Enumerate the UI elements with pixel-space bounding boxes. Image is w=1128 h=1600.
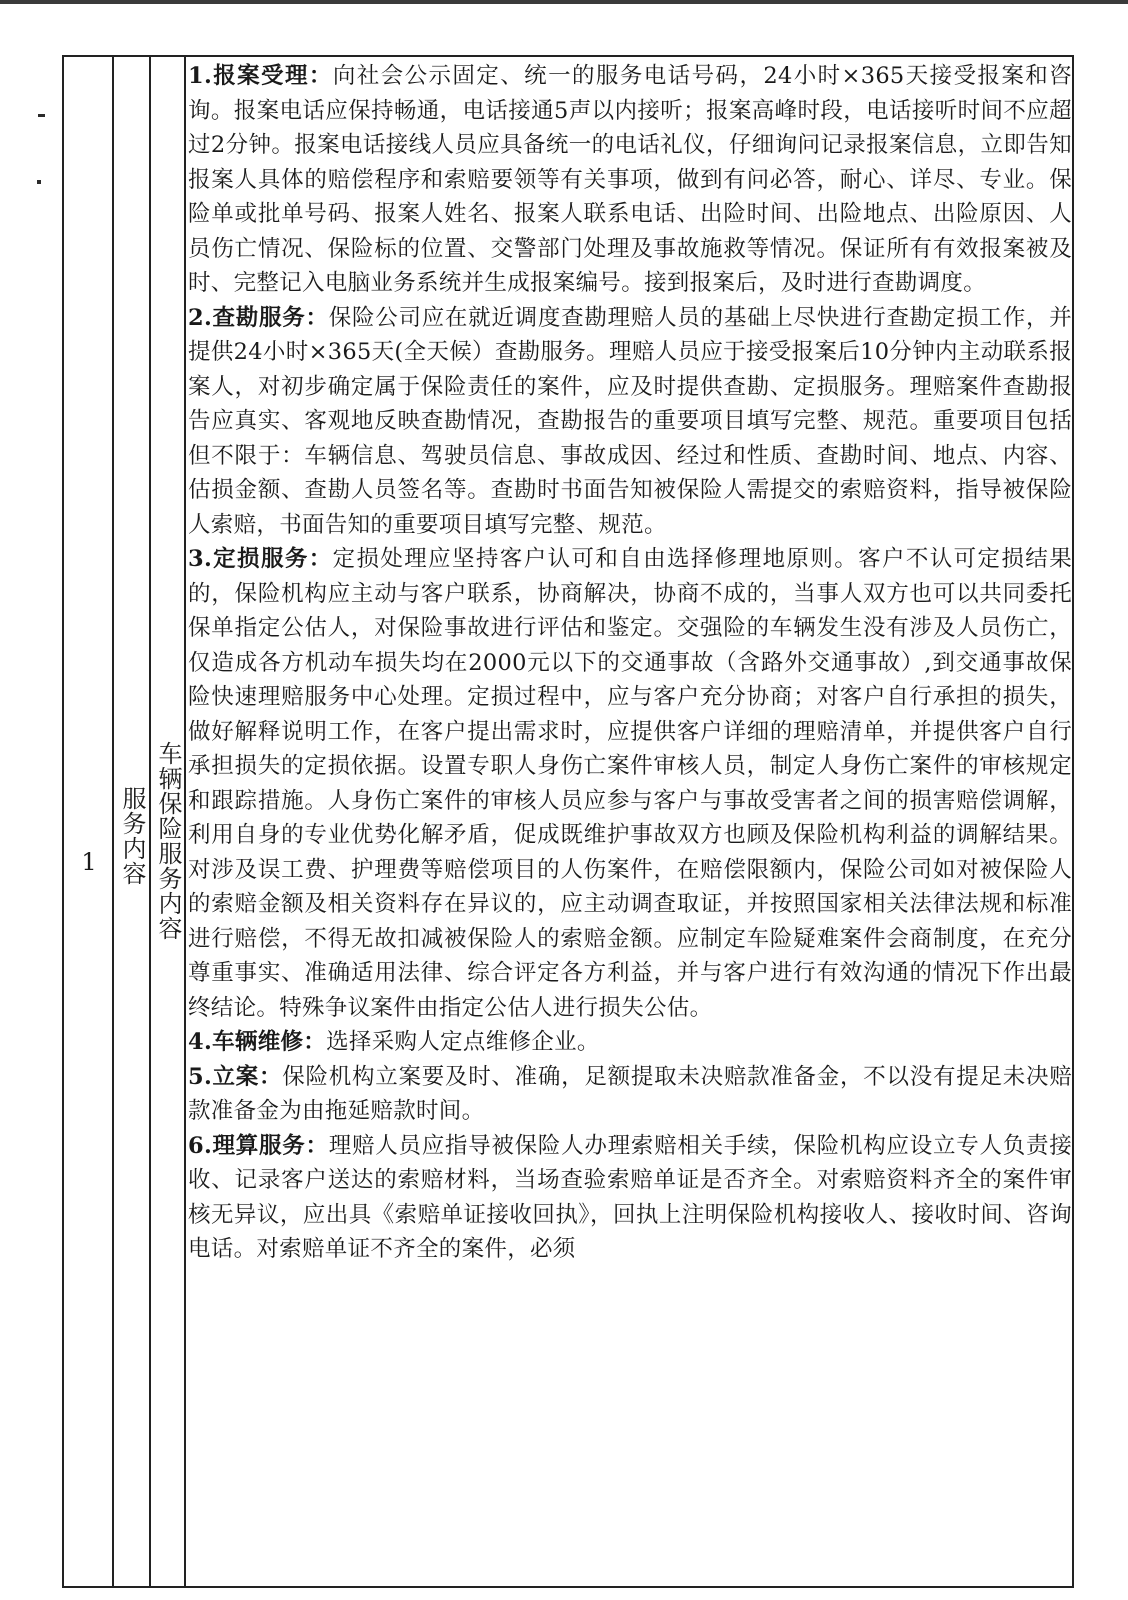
scan-mark-1 — [38, 114, 45, 117]
section-claim-calculation — [188, 1129, 1072, 1267]
section-body: 理赔人员应指导被保险人办理索赔相关手续，保险机构应设立专人负责接收、记录客户送达的索赔材料，当场查验索赔单证是否齐全。对索赔资料齐全的案件审核无异议，应出具《索赔单证接收回执》，回执上注明保险机构接收人、接收时间、咨询电话。对索赔单证不齐全的案件，必须 — [188, 1132, 1072, 1262]
section-report-acceptance — [188, 59, 1072, 301]
section-body: 定损处理应坚持客户认可和自由选择修理地原则。客户不认可定损结果的，保险机构应主动与客户联系，协商解决，协商不成的，当事人双方也可以共同委托保单指定公估人，对保险事故进行评估和鉴定。交强险的车辆发生没有涉及人员伤亡，仅造成各方机动车损失均在2000元以下的交通事故（含路外交通事故）,到交通事故保险快速理赔服务中心处理。定损过程中，应与客户充分协商；对客户自行承担的损失，做好解释说明工作，在客户提出需求时，应提供客户详细的理赔清单，并提供客户自行承担损失的定损依据。设置专职人身伤亡案件审核人员，制定人身伤亡案件的审核规定和跟踪措施。人身伤亡案件的审核人员应参与客户与事故受害者之间的损害赔偿调解，利用自身的专业优势化解矛盾，促成既维护事故双方也顾及保险机构利益的调解结果。对涉及误工费、护理费等赔偿项目的人伤案件，在赔偿限额内，保险公司如对被保险人的索赔金额及相关资料存在异议的，应主动调查取证，并按照国家相关法律法规和标准进行赔偿，不得无故扣减被保险人的索赔金额。应制定车险疑难案件会商制度，在充分尊重事实、准确适用法律、综合评定各方利益，并与客户进行有效沟通的情况下作出最终结论。特殊争议案件由指定公估人进行损失公估。 — [188, 546, 1072, 1021]
section-body: 向社会公示固定、统一的服务电话号码，24小时×365天接受报案和咨询。报案电话应保持畅通，电话接通5声以内接听；报案高峰时段，电话接听时间不应超过2分钟。报案电话接线人员应具备统一的电话礼仪，仔细询问记录报案信息，立即告知报案人具体的赔偿程序和索赔要领等有关事项，做到有问必答，耐心、详尽、专业。保险单或批单号码、报案人姓名、报案人联系电话、出险时间、出险地点、出险原因、人员伤亡情况、保险标的位置、交警部门处理及事故施救等情况。保证所有有效报案被及时、完整记入电脑业务系统并生成报案编号。接到报案后，及时进行查勘调度。 — [188, 63, 1072, 296]
section-loss-assessment — [188, 542, 1072, 1025]
category-label: 服务内容 — [117, 785, 146, 886]
scan-top-edge — [0, 0, 1128, 4]
section-heading: 2.查勘服务： — [188, 304, 329, 331]
subcategory-cell — [151, 57, 184, 1586]
section-survey-service — [188, 301, 1072, 543]
section-body: 保险公司应在就近调度查勘理赔人员的基础上尽快进行查勘定损工作，并提供24小时×365天(全天候）查勘服务。理赔人员应于接受报案后10分钟内主动联系报案人，对初步确定属于保险责任的案件，应及时提供查勘、定损服务。理赔案件查勘报告应真实、客观地反映查勘情况，查勘报告的重要项目填写完整、规范。重要项目包括但不限于：车辆信息、驾驶员信息、事故成因、经过和性质、查勘时间、地点、内容、估损金额、查勘人员签名等。查勘时书面告知被保险人需提交的索赔资料，指导被保险人索赔，书面告知的重要项目填写完整、规范。 — [188, 304, 1072, 538]
section-body: 选择采购人定点维修企业。 — [326, 1029, 600, 1055]
service-content — [186, 57, 1072, 1267]
section-case-filing — [188, 1060, 1072, 1129]
section-heading: 3.定损服务： — [188, 546, 333, 572]
category-cell — [114, 57, 149, 1586]
scan-mark-2 — [37, 180, 41, 184]
section-body: 保险机构立案要及时、准确，足额提取未决赔款准备金，不以没有提足未决赔款准备金为由拖延赔款时间。 — [188, 1063, 1073, 1124]
service-table — [62, 55, 1074, 1588]
section-heading: 6.理算服务： — [188, 1132, 329, 1159]
row-number: 1 — [81, 847, 97, 876]
section-heading: 1.报案受理： — [188, 63, 333, 89]
subcategory-label: 车辆保险服务内容 — [153, 740, 182, 941]
section-vehicle-repair — [188, 1025, 1072, 1060]
section-heading: 5.立案： — [188, 1063, 283, 1090]
section-heading: 4.车辆维修： — [188, 1029, 327, 1055]
